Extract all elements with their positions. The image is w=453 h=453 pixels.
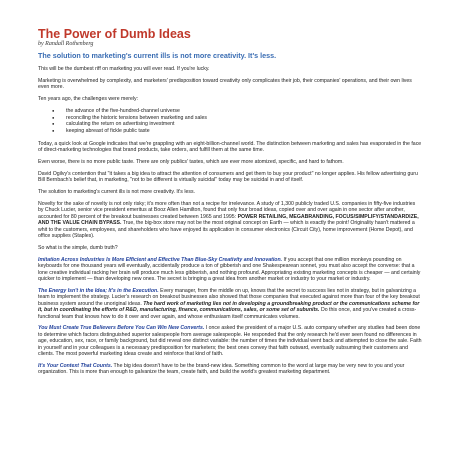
section-heading-context: It's Your Context That Counts.: [38, 362, 113, 369]
article-title: The Power of Dumb Ideas: [38, 27, 191, 41]
paragraph-11: [38, 288, 422, 320]
paragraph-5: Even worse, there is no more public taste. There are only publics' tastes, which are ever more atomized, specific, and hard to fathom.: [38, 158, 344, 165]
paragraph-1: This will be the dumbest riff on marketing you will ever read. If you're lucky.: [38, 66, 210, 72]
paragraph-8: [38, 201, 422, 239]
article: [38, 28, 422, 381]
list-item: ● reconciling the historic tensions between marketing and sales: [66, 115, 422, 122]
list-item: ● the advance of the five-hundred-channel universe: [66, 108, 422, 115]
paragraph-11-tail: Do this once, and you've created a cross-functional team that knows how to do it over and over again, and whose enthusiasm itself communicates volumes.: [38, 307, 417, 320]
paragraph-12: [38, 325, 422, 357]
section-heading-imitation: Imitation Across Industries Is More Efficient and Effective Than Blue-Sky Creativity and Innovation.: [38, 256, 283, 263]
paragraph-4: Today, a quick look at Google indicates that we're grappling with an eight-billion-channel world. The distinction between marketing and sales has evaporated in the face of direct-marketing technologies that brand products, take orders, and fulfill them at the same time.: [38, 140, 422, 153]
section-heading-execution: The Energy Isn't in the Idea; It's in the Execution.: [38, 287, 159, 294]
paragraph-10-body: If you accept that one million monkeys pounding on keyboards for one thousand years will eventually, accidentally produce a ton of gibberish and one Shakespearean sonnet, you must also accept the converse: that a lone creative individual racking her brain will produce much less gibberish, and nothing profound. Appropriating existing marketing concepts is cheaper — and certainly quicker to implement — than developing new ones. The secret is bringing a great idea from another market or industry to your market or industry.: [38, 256, 421, 282]
list-item: ● keeping abreast of fickle public taste: [66, 128, 422, 135]
challenge-list: [38, 108, 422, 134]
paragraph-6: David Ogilvy's contention that "it takes a big idea to attract the attention of consumers and get them to buy your product" no longer applies. His fellow advertising guru Bill Bernbach's belief that, in marketing, "not to be different is virtually suicidal" today may be suicidal in and of itself.: [38, 170, 418, 184]
breakout-ideas: POWER RETAILING, MEGABRANDING, FOCUS/SIMPLIFY/STANDARDIZE, AND THE VALUE CHAIN BYPASS.: [38, 213, 419, 227]
paragraph-7: The solution to marketing's current ills is not more creativity. It's less.: [38, 189, 195, 196]
paragraph-13: [38, 363, 422, 376]
section-heading-believers: You Must Create True Believers Before You Can Win New Converts.: [38, 325, 205, 332]
paragraph-8-tail: True, the big-box store may not be the most original concept on Earth — which is exactly the point! Originality hasn't mattered a whit to the customers, employees, and shareholders who have enjoyed its application in consumer electronics (Circuit City), home improvement (Home Depot), and office supplies (Staples).: [38, 220, 415, 239]
list-item: ● calculating the return on advertising investment: [66, 121, 422, 128]
paragraph-11-emphasis: The hard work of marketing lies not in developing a groundbreaking product or the communications scheme for it, but in coordinating the efforts of R&D, manufacturing, finance, communications, sales, or some set of subunits.: [38, 300, 420, 314]
paragraph-12-body: I once asked the president of a major U.S. auto company whether any studies had been done to determine which factors distinguished superior salespeople from average salespeople. He responded that the only research he'd ever seen found no differences in age, education, sex, race, or family background, but did reveal one distinct variable: the number of times the individual went back and attempted to close the sale. Faith in yourself and in your colleagues is a necessary predisposition for marketers; the best ones convey that faith outward, eventually subsuming their customers and clients. The most powerful marketing ideas create and reinforce that kind of faith.: [38, 325, 422, 358]
paragraph-2: Marketing is overwhelmed by complexity, and marketers' predisposition toward creativity only complicates their job, their companies' operations, and their own lives even more.: [38, 77, 412, 91]
paragraph-3: Ten years ago, the challenges were merely:: [38, 96, 139, 103]
paragraph-9: So what is the simple, dumb truth?: [38, 244, 118, 251]
paragraph-11-body: Every manager, from the middle on up, knows that the secret to success lies not in strategy, but in galvanizing a team to implement the strategy. Lucier's research on breakout businesses also showed that those companies that executed against more than four of the key breakout business system around the unoriginal ideas.: [38, 287, 420, 307]
paragraph-10: [38, 257, 422, 283]
article-byline: by Randall Rothenberg: [38, 41, 94, 47]
paragraph-13-body: The big idea doesn't have to be the brand-new idea. Something common to the word at large may be very new to you and your organization. This is more than enough to galvanize the team, create faith, and build the world's greatest marketing department.: [38, 362, 405, 376]
article-subtitle: The solution to marketing's current ills is not more creativity. It's less.: [38, 51, 277, 60]
paragraph-8-text: Novelty for the sake of novelty is not only risky; it's more often than not a recipe for irrelevance. A study of 1,300 publicly traded U.S. companies in fifty-five industries by Chuck Lucier, senior vice president emeritus at Booz Allen Hamilton, found that only four broad ideas, copied over and over again in one sector after another, accounted for 80 percent of the breakout businesses created between 1965 and 1995:: [38, 200, 416, 220]
